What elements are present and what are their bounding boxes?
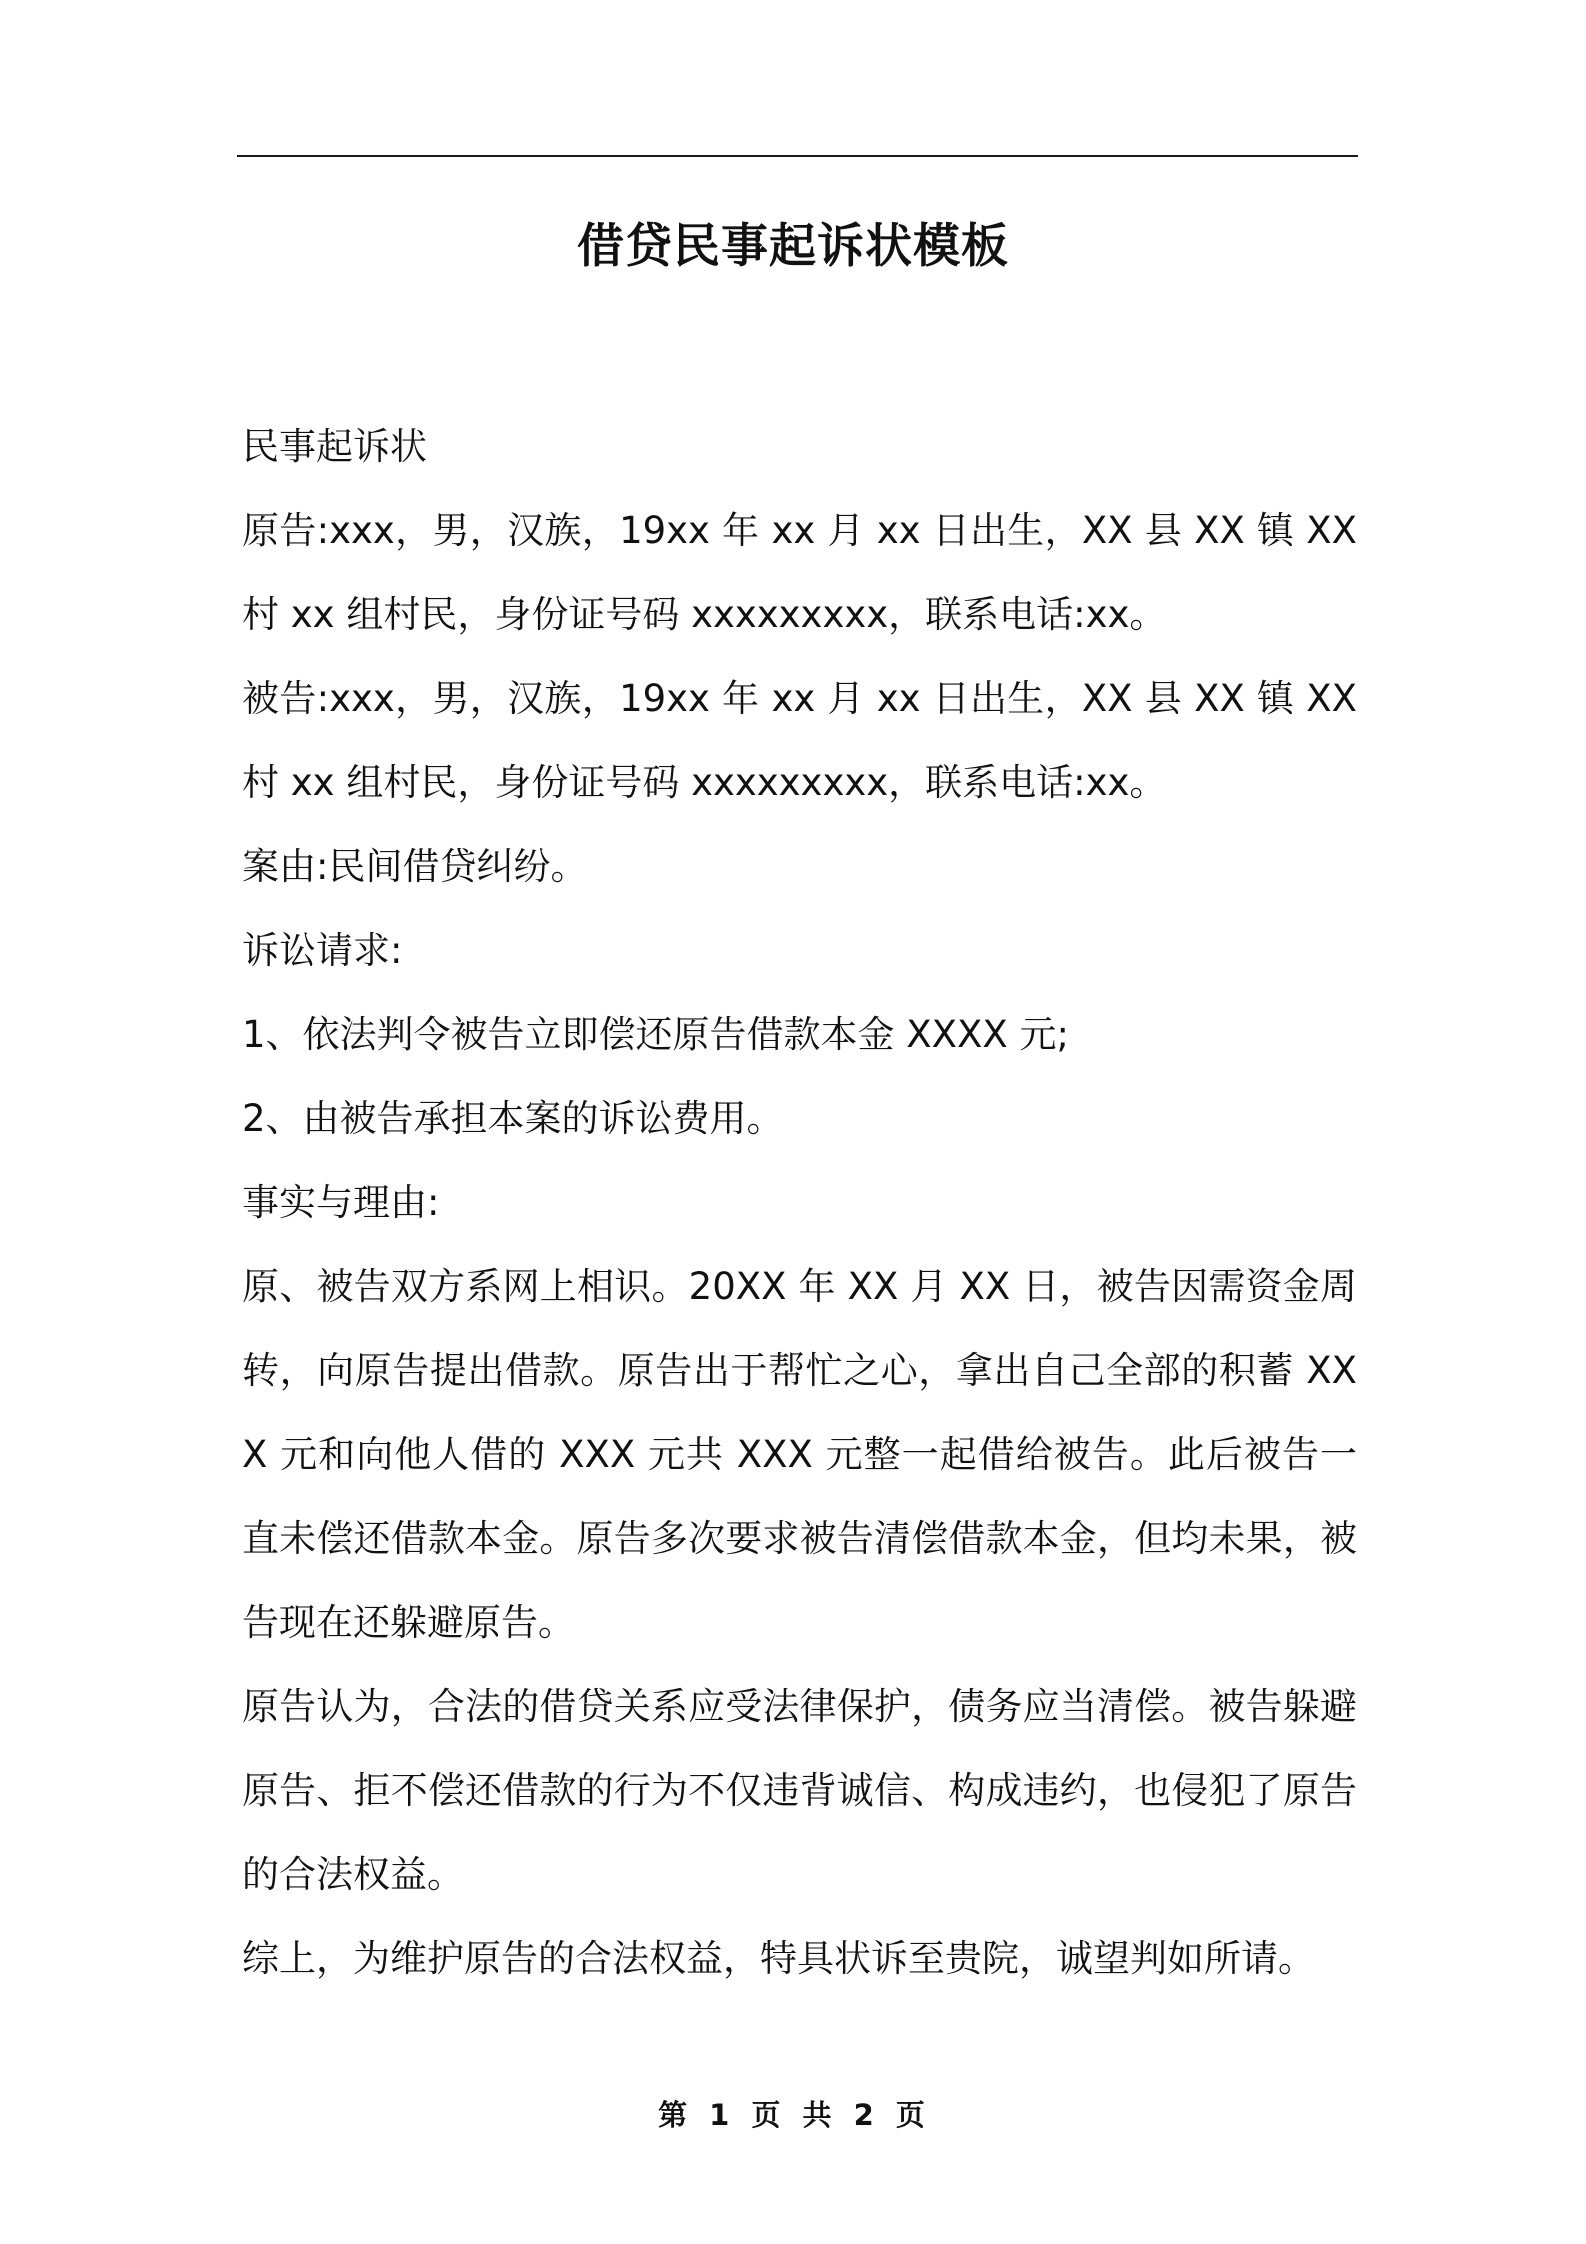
case-cause: 案由:民间借贷纠纷。 [242, 845, 588, 888]
plaintiff-info: 原告:xxx，男，汉族，19xx 年 xx 月 xx 日出生，XX 县 XX 镇 XX 村 xx 组村民，身份证号码 xxxxxxxxx，联系电话:xx。 [242, 509, 1357, 636]
document-title: 借贷民事起诉状模板 [577, 219, 1009, 274]
conclusion-paragraph: 综上，为维护原告的合法权益，特具状诉至贵院，诚望判如所请。 [242, 1937, 1315, 1980]
document-body [242, 405, 1357, 2001]
page-footer: 第 1 页 共 2 页 [658, 2098, 928, 2132]
facts-paragraph: 原、被告双方系网上相识。20XX 年 XX 月 XX 日，被告因需资金周转，向原告提出借款。原告出于帮忙之心，拿出自己全部的积蓄 XXX 元和向他人借的 XXX 元共 XXX 元整一起借给被告。此后被告一直未偿还借款本金。原告多次要求被告清偿借款本金，但均未果，被告现在还躲避原告。 [242, 1265, 1358, 1644]
claim-item-1: 1、依法判令被告立即偿还原告借款本金 XXXX 元; [242, 1013, 1069, 1056]
claim-item-2: 2、由被告承担本案的诉讼费用。 [242, 1097, 784, 1140]
facts-heading: 事实与理由: [242, 1181, 440, 1224]
plaintiff-opinion-paragraph: 原告认为，合法的借贷关系应受法律保护，债务应当清偿。被告躲避原告、拒不偿还借款的行为不仅违背诚信、构成违约，也侵犯了原告的合法权益。 [242, 1685, 1357, 1896]
heading-civil-complaint: 民事起诉状 [242, 425, 427, 468]
defendant-info: 被告:xxx，男，汉族，19xx 年 xx 月 xx 日出生，XX 县 XX 镇 XX 村 xx 组村民，身份证号码 xxxxxxxxx，联系电话:xx。 [242, 677, 1357, 804]
claims-heading: 诉讼请求: [242, 929, 403, 972]
header-rule [237, 155, 1358, 157]
